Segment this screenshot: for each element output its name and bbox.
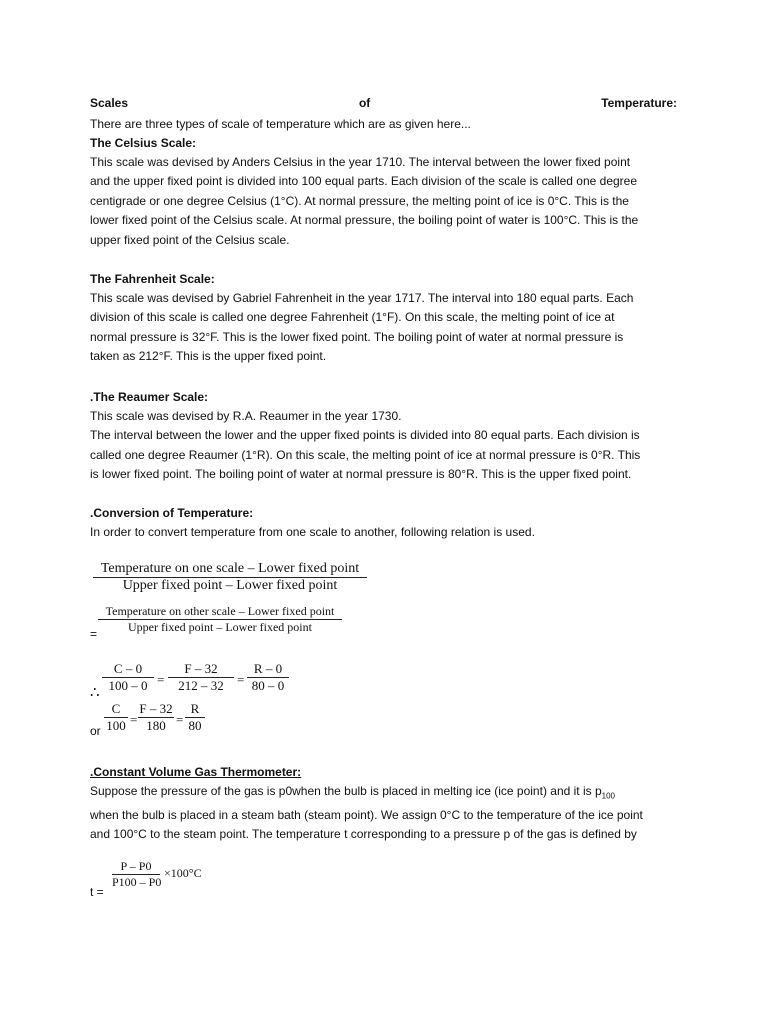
reaumer-line: The interval between the lower and the upper fixed points is divided into 80 equal parts. Each division is: [90, 428, 640, 443]
fahrenheit-line: division of this scale is called one degree Fahrenheit (1°F). On this scale, the melting point of ice at: [90, 310, 615, 325]
celsius-heading: The Celsius Scale:: [90, 136, 197, 150]
title-word-scales: Scales: [90, 96, 129, 110]
fraction-denominator: P100 – P0: [112, 875, 162, 889]
ratio-numerator: R: [190, 701, 200, 716]
fahrenheit-line: taken as 212°F. This is the upper fixed point.: [90, 349, 327, 364]
fraction-denominator: Upper fixed point – Lower fixed point: [128, 620, 312, 634]
equals-sign: =: [130, 712, 138, 727]
conversion-heading: .Conversion of Temperature:: [90, 506, 254, 520]
fraction-numerator: Temperature on other scale – Lower fixed point: [105, 604, 335, 618]
fahrenheit-heading: The Fahrenheit Scale:: [90, 272, 215, 286]
therefore-symbol: ∴: [90, 685, 100, 701]
ratio-denominator: 80 – 0: [251, 678, 285, 693]
gas-line: and 100°C to the steam point. The temperature t corresponding to a pressure p of the gas is defined by: [90, 827, 637, 842]
ratio-reaumer: [247, 661, 289, 694]
ratio-celsius-simple: [104, 701, 128, 734]
celsius-paragraph: [90, 153, 677, 250]
conversion-text: In order to convert temperature from one scale to another, following relation is used.: [90, 525, 535, 539]
celsius-line: centigrade or one degree Celsius (1°C). At normal pressure, the melting point of ice is 0°C. This is the: [90, 193, 629, 208]
reaumer-heading: .The Reaumer Scale:: [90, 390, 209, 404]
ratio-numerator: R – 0: [253, 661, 283, 676]
gas-thermometer-paragraph: [90, 782, 677, 845]
title-word-of: of: [358, 96, 371, 110]
fahrenheit-paragraph: [90, 289, 677, 367]
subscript-100: 100: [601, 791, 615, 801]
fahrenheit-line: This scale was devised by Gabriel Fahrenheit in the year 1717. The interval into 180 equal parts. Each: [90, 291, 634, 305]
gas-line-text: Suppose the pressure of the gas is p0when the bulb is placed in melting ice (ice point) and it is p: [90, 784, 602, 798]
equals-sign: =: [90, 627, 98, 641]
ratio-fahrenheit: [168, 661, 234, 694]
reaumer-paragraph: [90, 407, 677, 485]
ratio-fahrenheit-simple: [138, 701, 174, 734]
equals-sign: =: [237, 672, 245, 687]
fraction-numerator: P – P0: [120, 859, 152, 873]
gas-thermometer-heading: .Constant Volume Gas Thermometer:: [90, 765, 302, 779]
fahrenheit-line: normal pressure is 32°F. This is the lower fixed point. The boiling point of water at normal pressure is: [90, 329, 624, 344]
ratio-denominator: 80: [188, 718, 202, 733]
celsius-line: and the upper fixed point is divided into 100 equal parts. Each division of the scale is called one degree: [90, 174, 638, 189]
equals-sign: =: [176, 712, 184, 727]
gas-line: when the bulb is placed in a steam bath (steam point). We assign 0°C to the temperature of the ice point: [90, 807, 643, 822]
t-equals-label: t =: [90, 885, 104, 899]
ratio-denominator: 100: [106, 718, 126, 733]
document-title: [90, 96, 677, 110]
title-word-temperature: Temperature:: [601, 96, 677, 110]
reaumer-line: This scale was devised by R.A. Reaumer in the year 1730.: [90, 409, 402, 423]
reaumer-line: called one degree Reaumer (1°R). On this scale, the melting point of ice at normal pressure is 0°R. This: [90, 447, 641, 462]
relation-fraction-two: [98, 604, 342, 635]
celsius-line: This scale was devised by Anders Celsius in the year 1710. The interval between the lower fixed point: [90, 155, 631, 169]
or-label: or: [90, 724, 101, 738]
ratio-numerator: F – 32: [139, 701, 173, 716]
ratio-numerator: F – 32: [184, 661, 218, 676]
multiplier-text: ×100°C: [164, 866, 202, 880]
reaumer-line: is lower fixed point. The boiling point of water at normal pressure is 80°R. This is the upper fixed point.: [90, 467, 632, 482]
ratio-denominator: 212 – 32: [178, 678, 224, 693]
ratio-reaumer-simple: [185, 701, 205, 734]
ratio-celsius: [102, 661, 154, 694]
relation-fraction-one: [93, 561, 367, 594]
fraction-denominator: Upper fixed point – Lower fixed point: [122, 578, 338, 593]
intro-text: There are three types of scale of temperature which are as given here...: [90, 117, 471, 131]
gas-line: [90, 782, 677, 806]
fraction-numerator: Temperature on one scale – Lower fixed point: [100, 561, 360, 576]
ratio-numerator: C – 0: [113, 661, 143, 676]
ratio-denominator: 100 – 0: [108, 678, 148, 693]
celsius-line: lower fixed point of the Celsius scale. At normal pressure, the boiling point of water is 100°C. This is the: [90, 213, 639, 228]
temperature-definition-fraction: [112, 859, 160, 890]
celsius-line: upper fixed point of the Celsius scale.: [90, 232, 290, 247]
ratio-denominator: 180: [146, 718, 166, 733]
equals-sign: =: [157, 672, 165, 687]
ratio-numerator: C: [111, 701, 121, 716]
